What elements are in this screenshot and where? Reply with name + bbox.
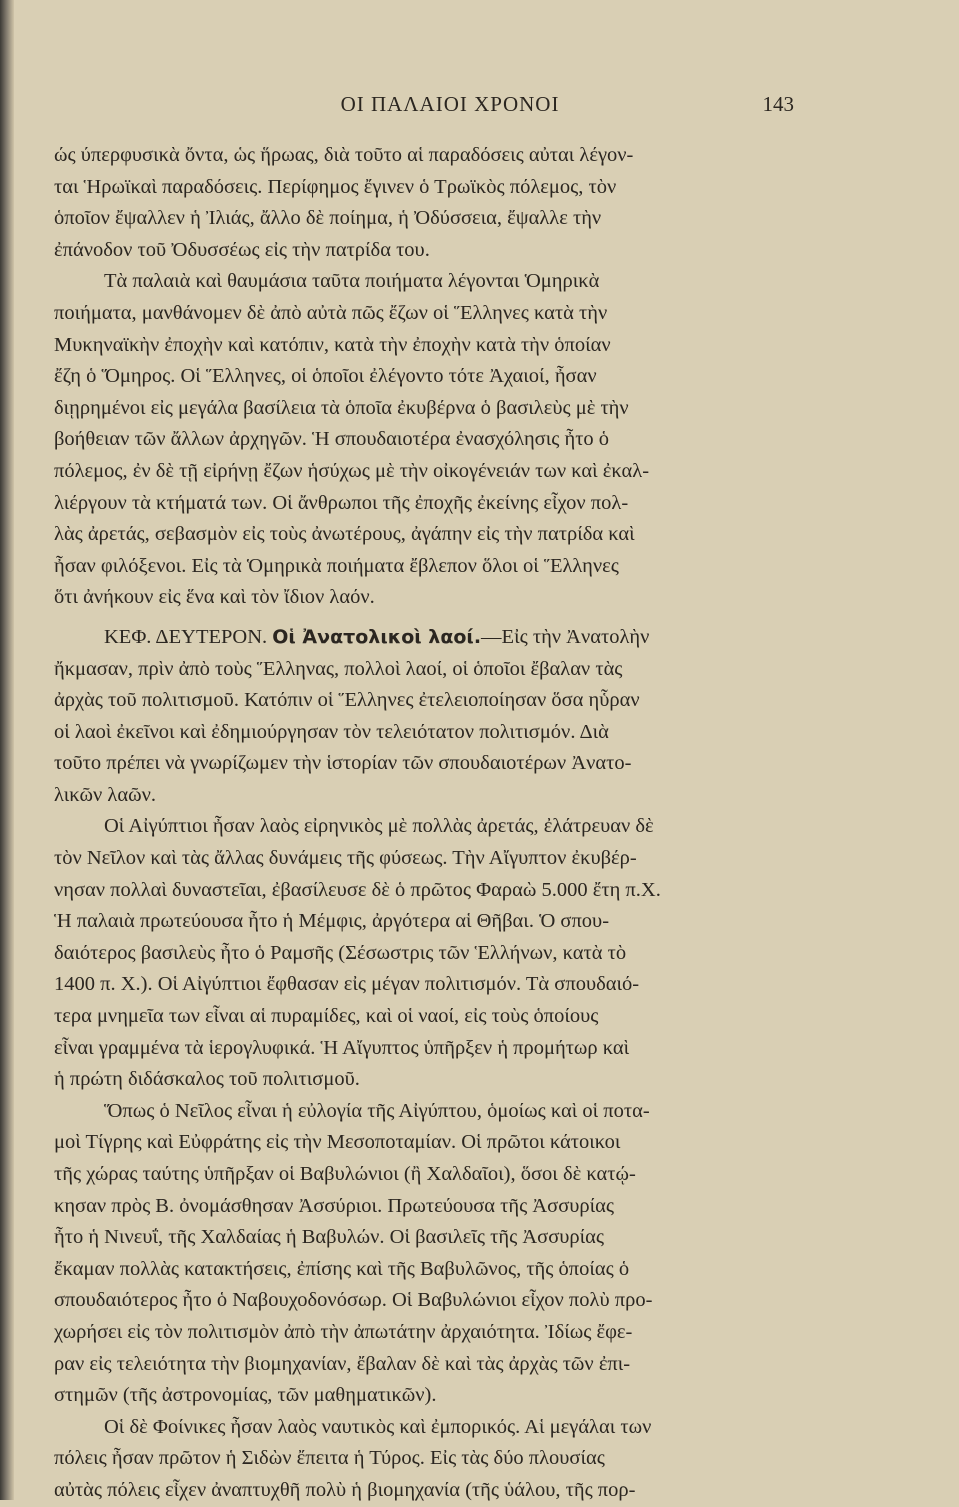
text-line: πόλεις ἦσαν πρῶτον ἡ Σιδὼν ἔπειτα ἡ Τύρος. Εἰς τὰς δύο πλουσίας: [54, 1447, 605, 1470]
text-line: πόλεμος, ἐν δὲ τῇ εἰρήνῃ ἔζων ἡσύχως μὲ τὴν οἰκογένειάν των καὶ ἐκαλ-: [54, 459, 650, 482]
text-line: Οἱ Αἰγύπτιοι ἦσαν λαὸς εἰρηνικὸς μὲ πολλὰς ἀρετάς, ἐλάτρευαν δὲ: [104, 815, 654, 838]
text-line: ώς ύπερφυσικὰ ὄντα, ὡς ἥρωας, διὰ τοῦτο αἱ παραδόσεις αὐται λέγον-: [54, 144, 634, 166]
text-line: δαιότερος βασιλεὺς ἦτο ὁ Ραμσῆς (Σέσωστρις τῶν Ἑλλήνων, κατὰ τὸ: [54, 941, 627, 964]
text-line: ἀρχὰς τοῦ πολιτισμοῦ. Κατόπιν οἱ Ἕλληνες ἐτελειοποίησαν ὅσα ηὗραν: [54, 689, 640, 712]
text-line: ται Ἡρωϊκαὶ παραδόσεις. Περίφημος ἔγινεν ὁ Τρωϊκὸς πόλεμος, τὸν: [54, 175, 617, 198]
text-line: νησαν πολλαὶ δυναστεῖαι, ἐβασίλευσε δὲ ὁ πρῶτος Φαραὼ 5.000 ἔτη π.Χ.: [54, 878, 661, 901]
chapter-title: Οἱ Ἀνατολικοὶ λαοί.: [272, 625, 482, 648]
text-line: ἦσαν φιλόξενοι. Εἰς τὰ Ὁμηρικὰ ποιήματα ἔβλεπον ὅλοι οἱ Ἕλληνες: [54, 554, 619, 577]
text-line: εἶναι γραμμένα τὰ ἱερογλυφικά. Ἡ Αἴγυπτος ὑπῆρξεν ἡ προμήτωρ καὶ: [54, 1036, 630, 1059]
paragraph: [54, 140, 796, 266]
text-line: κησαν πρὸς Β. ὀνομάσθησαν Ἀσσύριοι. Πρωτεύουσα τῆς Ἀσσυρίας: [54, 1194, 615, 1217]
text-line: τερα μνημεῖα των εἶναι αἱ πυραμίδες, καὶ οἱ ναοί, εἰς τοὺς ὁποίους: [54, 1005, 599, 1028]
paragraph: [54, 266, 796, 614]
text-line: ἔζη ὁ Ὅμηρος. Οἱ Ἕλληνες, οἱ ὁποῖοι ἐλέγοντο τότε Ἀχαιοί, ἦσαν: [54, 365, 597, 388]
text-line: τῆς χώρας ταύτης ὑπῆρξαν οἱ Βαβυλώνιοι (ἢ Χαλδαῖοι), ὅσοι δὲ κατῴ-: [54, 1163, 636, 1185]
body-text: [54, 140, 796, 1507]
text-line: ὅτι ἀνήκουν εἰς ἕνα καὶ τὸν ἴδιον λαόν.: [54, 586, 375, 609]
text-line: λὰς ἀρετάς, σεβασμὸν εἰς τοὺς ἀνωτέρους, ἀγάπην εἰς τὴν πατρίδα καὶ: [54, 523, 635, 546]
text-line: οἱ λαοὶ ἐκεῖνοι καὶ ἐδημιούργησαν τὸν τελειότατον πολιτισμόν. Διὰ: [54, 720, 609, 743]
text-line: τοῦτο πρέπει νὰ γνωρίζωμεν τὴν ἱστορίαν τῶν σπουδαιοτέρων Ἀνατο-: [54, 752, 632, 775]
chapter-label: ΚΕΦ. ΔΕΥΤΕΡΟΝ.: [104, 625, 268, 648]
text-line: 1400 π. Χ.). Οἱ Αἰγύπτιοι ἔφθασαν εἰς μέγαν πολιτισμόν. Τὰ σπουδαιό-: [54, 973, 640, 996]
page-number: 143: [762, 92, 794, 116]
paragraph: [54, 1096, 796, 1412]
text-line: ἤκμασαν, πρὶν ἀπὸ τοὺς Ἕλληνας, πολλοὶ λαοί, οἱ ὁποῖοι ἔβαλαν τὰς: [54, 657, 623, 680]
text-line: ἡ πρώτη διδάσκαλος τοῦ πολιτισμοῦ.: [54, 1068, 360, 1091]
text-line: Μυκηναϊκὴν ἐποχὴν καὶ κατόπιν, κατὰ τὴν ἐποχὴν κατὰ τὴν ὁποίαν: [54, 333, 611, 356]
text-line: τὸν Νεῖλον καὶ τὰς ἄλλας δυνάμεις τῆς φύσεως. Τὴν Αἴγυπτον ἐκυβέρ-: [54, 847, 637, 870]
text-line: λικῶν λαῶν.: [54, 783, 156, 806]
text-line: Οἱ δὲ Φοίνικες ἦσαν λαὸς ναυτικὸς καὶ ἐμπορικός. Αἱ μεγάλαι των: [104, 1415, 652, 1438]
text-line: Ὅπως ὁ Νεῖλος εἶναι ἡ εὐλογία τῆς Αἰγύπτου, ὁμοίως καὶ οἱ ποτα-: [104, 1099, 650, 1122]
text-line: ὁποῖον ἔψαλλεν ἡ Ἰλιάς, ἄλλο δὲ ποίημα, ἡ Ὀδύσσεια, ἔψαλλε τὴν: [54, 207, 602, 230]
text-line: λιέργουν τὰ κτήματά των. Οἱ ἄνθρωποι τῆς ἐποχῆς ἐκείνης εἶχον πολ-: [54, 491, 629, 514]
paragraph: [54, 811, 796, 1095]
text-line: Ἡ παλαιὰ πρωτεύουσα ἦτο ἡ Μέμφις, ἀργότερα αἱ Θῆβαι. Ὁ σπου-: [54, 910, 610, 933]
page-header: [100, 92, 800, 122]
text-line: ἦτο ἡ Νινευΐ, τῆς Χαλδαίας ἡ Βαβυλών. Οἱ βασιλεῖς τῆς Ἀσσυρίας: [54, 1226, 605, 1249]
text-line: μοὶ Τίγρης καὶ Εὐφράτης εἰς τὴν Μεσοποταμίαν. Οἱ πρῶτοι κάτοικοι: [54, 1131, 621, 1154]
text-line: διῃρημένοι εἰς μεγάλα βασίλεια τὰ ὁποῖα ἐκυβέρνα ὁ βασιλεὺς μὲ τὴν: [54, 396, 629, 419]
text-line: Τὰ παλαιὰ καὶ θαυμάσια ταῦτα ποιήματα λέγονται Ὁμηρικὰ: [104, 270, 600, 293]
text-line: σπουδαιότερος ἦτο ὁ Ναβουχοδονόσωρ. Οἱ Βαβυλώνιοι εἶχον πολὺ προ-: [54, 1289, 653, 1312]
text-line: στημῶν (τῆς ἀστρονομίας, τῶν μαθηματικῶν).: [54, 1384, 437, 1407]
text-line: ἔκαμαν πολλὰς κατακτήσεις, ἐπίσης καὶ τῆς Βαβυλῶνος, τῆς ὁποίας ὁ: [54, 1257, 630, 1280]
text-line: βοήθειαν τῶν ἄλλων ἀρχηγῶν. Ἡ σπουδαιοτέρα ἐνασχόλησις ἦτο ὁ: [54, 428, 610, 451]
text-line: ραν εἰς τελειότητα τὴν βιομηχανίαν, ἔβαλαν δὲ καὶ τὰς ἀρχὰς τῶν ἐπι-: [54, 1352, 631, 1375]
text-line: ποιήματα, μανθάνομεν δὲ ἀπὸ αὐτὰ πῶς ἔζων οἱ Ἕλληνες κατὰ τὴν: [54, 301, 608, 324]
page-binding-edge: [0, 0, 14, 1500]
running-title: ΟΙ ΠΑΛΑΙΟΙ ΧΡΟΝΟΙ: [340, 92, 560, 116]
text-line: χωρήσει εἰς τὸν πολιτισμὸν ἀπὸ τὴν ἀπωτάτην ἀρχαιότητα. Ἰδίως ἔφε-: [54, 1320, 633, 1343]
paragraph: [54, 1412, 796, 1507]
text-line: ἐπάνοδον τοῦ Ὀδυσσέως εἰς τὴν πατρίδα του.: [54, 238, 430, 261]
chapter-heading-line: [54, 622, 796, 654]
chapter-first-line-rest: —Εἰς τὴν Ἀνατολὴν: [481, 625, 650, 648]
text-line: αὐτὰς πόλεις εἶχεν ἀναπτυχθῆ πολὺ ἡ βιομηχανία (τῆς ὑάλου, τῆς πορ-: [54, 1478, 636, 1501]
chapter-section: [54, 622, 796, 812]
